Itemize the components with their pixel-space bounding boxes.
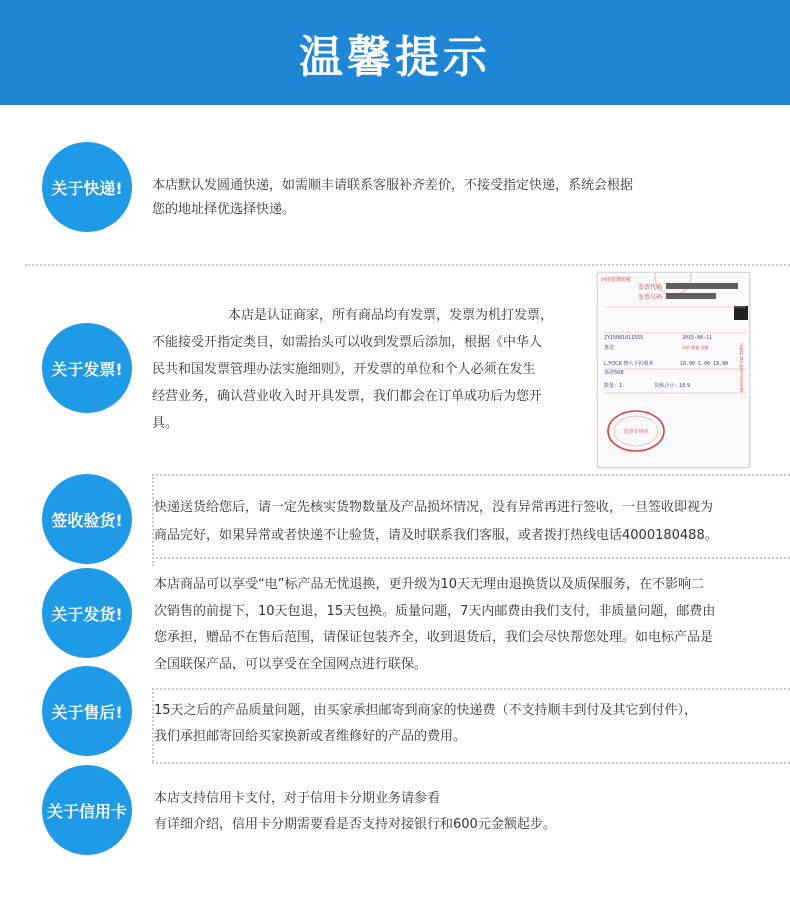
invoice-side-note: 存根联 客户给付不另开发票 — [739, 343, 745, 393]
divider-3 — [152, 557, 790, 559]
inspection-text — [154, 494, 784, 550]
invoice-badge — [42, 323, 132, 413]
after-sales-badge — [42, 666, 132, 756]
credit-card-line-2: 有详细介绍，信用卡分期需要看是否支持对接银行和600元金额起步。 — [154, 817, 556, 832]
shipping-line-2: 次销售的前提下，10天包退，15天包换。质量问题，7天内邮费由我们支付，非质量问题，邮费由 — [154, 603, 716, 619]
invoice-illustration — [598, 273, 750, 468]
express-badge-label: 关于快递! — [51, 178, 123, 198]
express-line-1: 本店默认发圆通快递，如需顺丰请联系客服补齐差价，不接受指定快递，系统会根据 — [152, 178, 634, 193]
invoice-code-redacted — [666, 283, 738, 289]
shipping-badge — [42, 568, 132, 658]
invoice-number-label: 发票号码 — [638, 294, 663, 301]
invoice-number-redacted — [666, 293, 716, 299]
invoice-item-2: 翡翠508 — [604, 370, 624, 376]
invoice-line-3: 民共和国发票管理办法实施细则》，开发票的单位和个人必须在发生 — [152, 362, 536, 377]
after-sales-line-2: 我们承担邮寄回给买家换新或者维修好的产品的费用。 — [154, 729, 467, 744]
credit-card-badge — [42, 765, 132, 855]
inspection-line-1: 快递送货给您后，请一定先核实货物数量及产品损坏情况，没有异常再进行签收，一旦签收即视为 — [154, 500, 714, 515]
credit-card-text — [154, 786, 784, 838]
inspection-badge — [42, 474, 132, 564]
invoice-line-5: 具。 — [152, 416, 179, 431]
divider-5 — [152, 762, 790, 764]
invoice-col-headers: 单价 数量 金额 — [682, 345, 709, 350]
credit-card-line-1: 本店支持信用卡支付，对于信用卡分期业务请参看 — [154, 791, 441, 806]
invoice-item-nums: 18.90 1.00 18.90 — [680, 361, 729, 367]
invoice-photo — [597, 272, 750, 468]
express-text — [152, 174, 762, 222]
invoice-line-2: 不能接受开指定类目，如需抬头可以收到发票后添加，根据《中华人 — [152, 335, 543, 350]
divider-1 — [25, 264, 790, 266]
invoice-text — [152, 302, 592, 437]
invoice-seal-text: 发票专用章 — [623, 429, 649, 435]
invoice-line-1: 本店是认证商家，所有商品均有发票，发票为机打发票， — [228, 308, 554, 323]
invoice-date: 2015-08-11 — [682, 335, 713, 341]
invoice-line-4: 经营业务，确认营业收入时开具发票，我们都会在订单成功后为您开 — [152, 389, 543, 404]
shipping-line-1: 本店商品可以享受“电”标产品无忧退换，更升级为10天无理由退换货以及质保服务，在不影响二 — [154, 577, 705, 592]
after-sales-line-1: 15天之后的产品质量问题，由买家承担邮寄到商家的快递费（不支持顺丰到付及其它到付件）， — [154, 703, 698, 718]
invoice-order-no: ZY15081011555 — [604, 335, 644, 341]
shipping-line-3: 您承担，赠品不在售后范围，请保证包装齐全，收到退货后，我们会尽快帮您处理。如电标产品是 — [154, 630, 714, 645]
invoice-total: 货额合计：18.9 — [654, 383, 691, 389]
after-sales-badge-label: 关于售后! — [51, 702, 123, 722]
divider-4 — [152, 688, 790, 690]
inspection-line-2: 商品完好，如果异常或者快递不让验货，请及时联系我们客服，或者拨打热线电话4000180488。 — [154, 528, 718, 543]
shipping-line-4: 全国联保产品，可以享受在全国网点进行联保。 — [154, 656, 428, 672]
shipping-badge-label: 关于发货! — [51, 604, 123, 624]
invoice-item: L.FOCK 舞大手折叠傘 — [604, 361, 654, 367]
invoice-code-label: 发票代码 — [638, 284, 663, 291]
divider-2 — [152, 474, 790, 476]
invoice-qty: 数量：1 — [604, 383, 623, 389]
title-banner — [0, 0, 790, 105]
express-badge — [42, 142, 132, 232]
invoice-payer: 惠觉 — [604, 345, 615, 351]
page-title: 温馨提示 — [299, 31, 491, 83]
invoice-qr-corner — [734, 306, 748, 320]
shipping-text — [154, 572, 784, 678]
after-sales-text — [154, 698, 784, 750]
invoice-badge-label: 关于发票! — [51, 359, 123, 379]
inspection-badge-label: 签收验货! — [51, 510, 123, 530]
express-line-2: 您的地址择优选择快递。 — [152, 202, 296, 217]
credit-card-badge-label: 关于信用卡 — [46, 801, 127, 821]
invoice-top-left: 河南省增值税 — [601, 277, 632, 283]
